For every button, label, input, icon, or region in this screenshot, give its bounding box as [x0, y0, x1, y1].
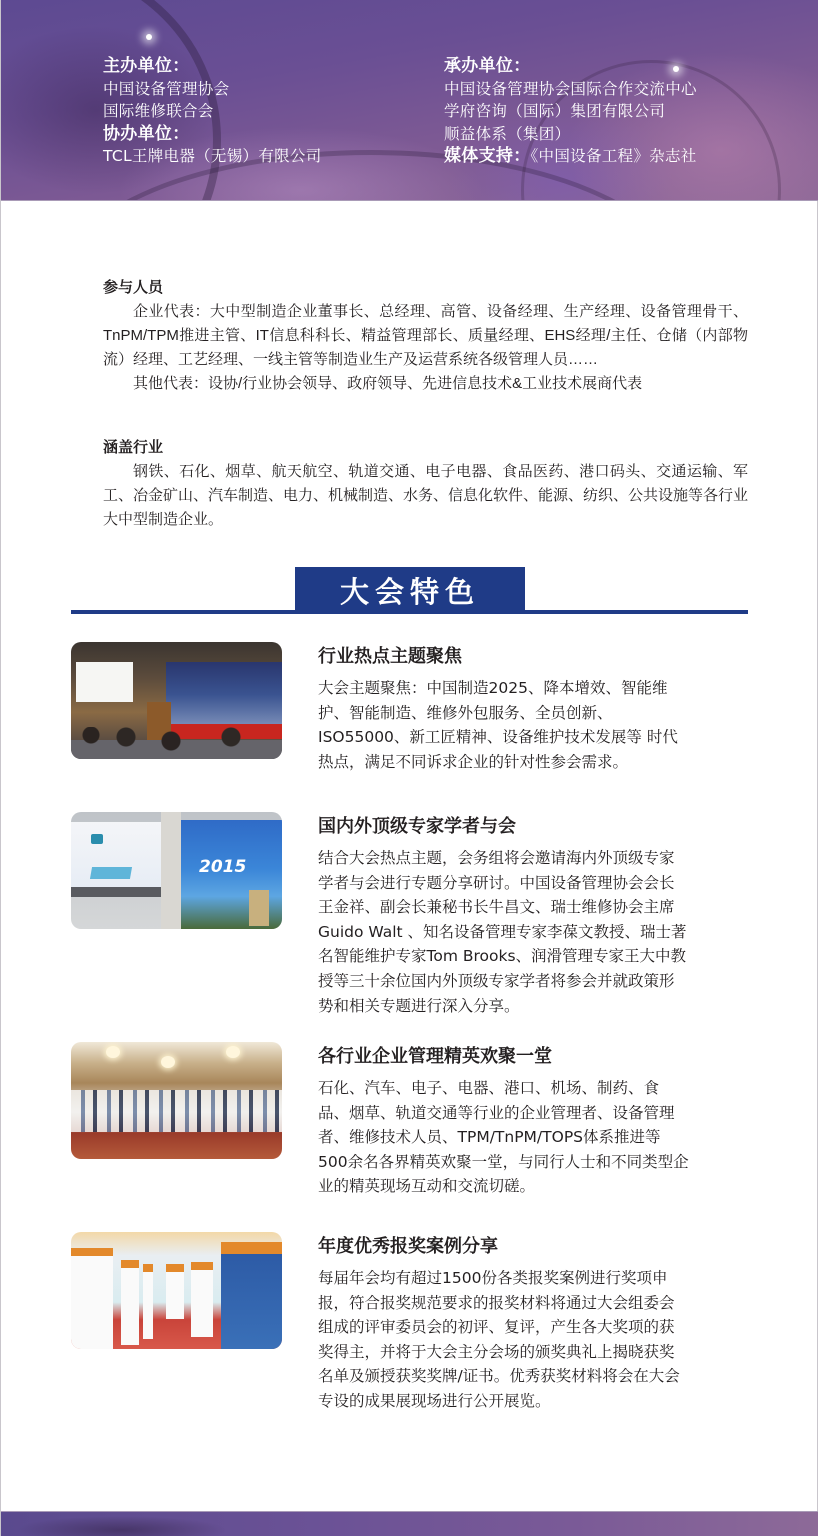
industries-heading: 涵盖行业: [103, 439, 164, 456]
organizer-org: 顺益体系（集团）: [444, 124, 571, 143]
feature-line: 学者与会进行专题分享研讨。中国设备管理协会会长: [318, 873, 675, 892]
co-host-label: 协办单位：: [103, 123, 190, 144]
feature-description: [318, 846, 743, 1018]
feature-line: 奖得主，并将于大会主分会场的颁奖典礼上揭晓获奖: [318, 1342, 675, 1361]
feature-line: ISO55000、新工匠精神、设备维护技术发展等 时代: [318, 728, 678, 747]
feature-line: 品、烟草、轨道交通等行业的企业管理者、设备管理: [318, 1103, 675, 1122]
media-label: 媒体支持：: [444, 146, 531, 166]
co-host-org: TCL王牌电器（无锡）有限公司: [103, 147, 322, 165]
exhibition-boards-photo: [71, 1232, 282, 1349]
feature-description: [318, 1266, 743, 1414]
feature-line: 热点，满足不同诉求企业的针对性参会需求。: [318, 752, 629, 771]
feature-line: 专设的成果展现场进行公开展览。: [318, 1391, 551, 1410]
feature-line: 王金祥、副会长兼秘书长牛昌文、瑞士维修协会主席: [318, 898, 675, 917]
feature-line: 护、智能制造、维修外包服务、全员创新、: [318, 703, 613, 722]
feature-title: 各行业企业管理精英欢聚一堂: [318, 1046, 552, 1067]
organizer-org: 学府咨询（国际）集团有限公司: [444, 102, 666, 120]
feature-line: Guido Walt 、知名设备管理专家李葆文教授、瑞士著: [318, 922, 687, 941]
feature-line: 业的精英现场互动和交流切磋。: [318, 1177, 536, 1196]
feature-line: 名智能维护专家Tom Brooks、润滑管理专家王大中教: [318, 947, 687, 966]
sparkle-icon: [146, 34, 152, 40]
footer-banner: [1, 1511, 818, 1536]
feature-title: 国内外顶级专家学者与会: [318, 816, 516, 837]
organizer-label: 承办单位：: [444, 56, 531, 76]
feature-line: 授等三十余位国内外顶级专家学者将参会并就政策形: [318, 971, 675, 990]
conference-speaker-photo: [71, 642, 282, 759]
feature-line: 500余名各界精英欢聚一堂，与同行人士和不同类型企: [318, 1152, 689, 1171]
feature-description: [318, 676, 743, 774]
feature-line: 结合大会热点主题，会务组将会邀请海内外顶级专家: [318, 849, 675, 867]
section-title: 大会特色: [295, 567, 525, 613]
audience-hall-photo: [71, 1042, 282, 1159]
organizer-organizations: [444, 55, 697, 168]
header-banner: [1, 0, 818, 201]
participants-enterprise: 企业代表：大中型制造企业董事长、总经理、高管、设备经理、生产经理、设备管理骨干、TnPM/TPM推进主管、IT信息科科长、精益管理部长、质量经理、EHS经理/主任、仓储（内部物流）经理、工艺经理、一线主管等制造业生产及运营系统各级管理人员……: [103, 303, 748, 368]
participants-others: 其他代表：设协/行业协会领导、政府领导、先进信息技术&工业技术展商代表: [133, 375, 643, 392]
host-org: 国际维修联合会: [103, 102, 214, 120]
media-value: 《中国设备工程》杂志社: [530, 147, 697, 165]
feature-line: 者、维修技术人员、TPM/TnPM/TOPS体系推进等: [318, 1128, 661, 1147]
feature-line: 石化、汽车、电子、电器、港口、机场、制药、食: [318, 1079, 660, 1097]
feature-line: 大会主题聚焦：中国制造2025、降本增效、智能维: [318, 679, 668, 697]
feature-description: [318, 1076, 743, 1199]
feature-title: 年度优秀报奖案例分享: [318, 1236, 498, 1257]
media-support: [444, 145, 697, 168]
feature-title: 行业热点主题聚焦: [318, 646, 462, 667]
industries-text: 钢铁、石化、烟草、航天航空、轨道交通、电子电器、食品医药、港口码头、交通运输、军工、冶金矿山、汽车制造、电力、机械制造、水务、信息化软件、能源、纺织、公共设施等各行业大中型制造企业。: [103, 463, 749, 528]
organizer-org: 中国设备管理协会国际合作交流中心: [444, 79, 697, 98]
feature-line: 名单及颁授获奖奖牌/证书。优秀获奖材料将会在大会: [318, 1367, 680, 1386]
participants-section: [103, 276, 748, 396]
host-organizations: [103, 55, 322, 168]
feature-line: 报，符合报奖规范要求的报奖材料将通过大会组委会: [318, 1293, 675, 1312]
feature-line: 每届年会均有超过1500份各类报奖案例进行奖项申: [318, 1269, 668, 1287]
feature-line: 组成的评审委员会的初评、复评，产生各大奖项的获: [318, 1318, 675, 1337]
host-org: 中国设备管理协会: [103, 79, 230, 98]
participants-heading: 参与人员: [103, 279, 164, 296]
industries-section: [103, 436, 748, 532]
host-label: 主办单位：: [103, 56, 190, 76]
expert-lecture-photo: [71, 812, 282, 929]
photo-year-text: 2015: [199, 857, 247, 877]
feature-line: 势和相关专题进行深入分享。: [318, 996, 520, 1015]
